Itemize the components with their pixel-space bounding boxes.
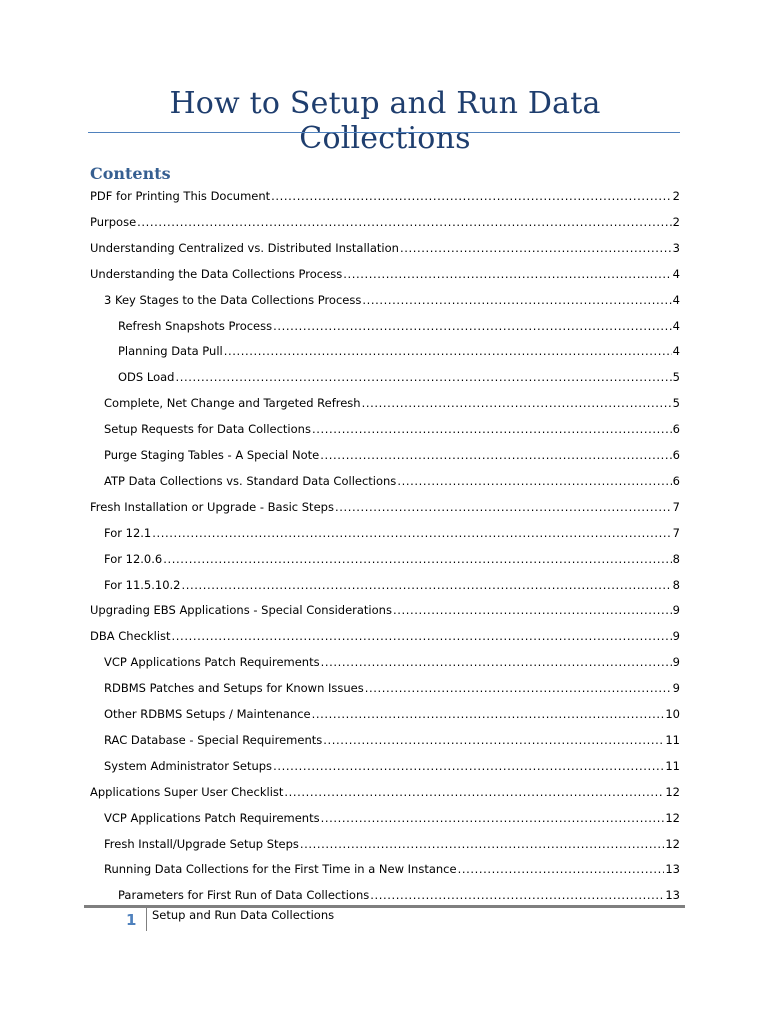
toc-dot-leader [172,628,672,644]
toc-entry[interactable] [104,654,680,670]
toc-entry-page-number: 2 [672,189,680,203]
toc-entry-page-number: 9 [672,629,680,643]
toc-entry-page-number: 4 [672,344,680,358]
toc-entry-label: Refresh Snapshots Process [118,319,273,333]
toc-dot-leader [312,706,665,722]
toc-dot-leader [370,887,664,903]
toc-entry-label: Other RDBMS Setups / Maintenance [104,707,311,721]
toc-entry[interactable] [90,628,680,644]
toc-dot-leader [163,551,671,567]
toc-dot-leader [273,758,664,774]
toc-entry-label: VCP Applications Patch Requirements [104,655,320,669]
toc-dot-leader [182,577,672,593]
toc-entry-label: 3 Key Stages to the Data Collections Process [104,293,362,307]
toc-entry-label: System Administrator Setups [104,759,273,773]
toc-entry[interactable] [104,525,680,541]
toc-entry-label: Complete, Net Change and Targeted Refresh [104,396,361,410]
toc-dot-leader [362,395,672,411]
toc-entry-label: Parameters for First Run of Data Collections [118,888,370,902]
document-title: How to Setup and Run Data Collections [169,86,601,156]
toc-entry-page-number: 8 [672,578,680,592]
toc-entry[interactable] [104,861,680,877]
footer-page-number: 1 [126,911,137,929]
toc-entry[interactable] [104,810,680,826]
toc-entry[interactable] [104,680,680,696]
toc-entry-page-number: 6 [672,448,680,462]
toc-entry-page-number: 9 [672,603,680,617]
toc-entry[interactable] [104,395,680,411]
toc-entry-page-number: 9 [672,681,680,695]
toc-dot-leader [458,861,665,877]
toc-entry-page-number: 12 [665,785,680,799]
toc-entry-page-number: 3 [672,241,680,255]
toc-dot-leader [362,292,671,308]
toc-entry[interactable] [90,240,680,256]
toc-entry[interactable] [104,421,680,437]
toc-entry-label: DBA Checklist [90,629,171,643]
toc-entry[interactable] [104,836,680,852]
toc-dot-leader [321,810,665,826]
toc-dot-leader [343,266,671,282]
toc-entry-label: ODS Load [118,370,175,384]
toc-entry-label: Purpose [90,215,137,229]
toc-entry-page-number: 11 [665,733,680,747]
toc-dot-leader [300,836,664,852]
toc-entry-page-number: 11 [665,759,680,773]
toc-entry-page-number: 7 [672,526,680,540]
toc-entry-label: For 12.1 [104,526,152,540]
toc-entry[interactable] [104,706,680,722]
toc-entry-label: Fresh Install/Upgrade Setup Steps [104,837,299,851]
toc-dot-leader [271,188,672,204]
toc-dot-leader [393,602,672,618]
toc-entry[interactable] [118,318,680,334]
toc-dot-leader [284,784,664,800]
contents-heading: Contents [90,164,171,183]
toc-entry-label: Running Data Collections for the First Time in a New Instance [104,862,457,876]
toc-entry[interactable] [90,499,680,515]
toc-entry-label: Planning Data Pull [118,344,223,358]
toc-entry-label: RDBMS Patches and Setups for Known Issues [104,681,364,695]
toc-entry-page-number: 10 [665,707,680,721]
toc-entry-page-number: 5 [672,370,680,384]
title-underline [88,132,680,133]
toc-entry-label: RAC Database - Special Requirements [104,733,323,747]
toc-entry-label: For 12.0.6 [104,552,163,566]
toc-entry[interactable] [118,343,680,359]
toc-entry-label: Understanding the Data Collections Process [90,267,343,281]
toc-dot-leader [335,499,672,515]
toc-entry-label: ATP Data Collections vs. Standard Data Collections [104,474,397,488]
toc-entry-page-number: 6 [672,474,680,488]
toc-entry-label: Setup Requests for Data Collections [104,422,311,436]
toc-entry[interactable] [90,214,680,230]
toc-entry[interactable] [118,369,680,385]
toc-entry-page-number: 7 [672,500,680,514]
toc-entry[interactable] [104,577,680,593]
toc-entry-label: For 11.5.10.2 [104,578,181,592]
toc-entry[interactable] [90,602,680,618]
toc-entry[interactable] [90,266,680,282]
toc-entry-page-number: 4 [672,319,680,333]
toc-entry-page-number: 13 [665,862,680,876]
toc-entry-page-number: 9 [672,655,680,669]
toc-entry-label: PDF for Printing This Document [90,189,271,203]
toc-entry-page-number: 13 [665,888,680,902]
toc-dot-leader [224,343,672,359]
footer-document-title: Setup and Run Data Collections [152,908,335,922]
toc-entry[interactable] [90,784,680,800]
toc-dot-leader [312,421,672,437]
toc-entry-page-number: 8 [672,552,680,566]
toc-entry[interactable] [118,887,680,903]
toc-entry[interactable] [104,292,680,308]
toc-dot-leader [400,240,672,256]
toc-dot-leader [175,369,671,385]
toc-entry-label: Fresh Installation or Upgrade - Basic Steps [90,500,334,514]
toc-entry-page-number: 6 [672,422,680,436]
toc-dot-leader [137,214,672,230]
toc-entry[interactable] [90,188,680,204]
toc-entry[interactable] [104,473,680,489]
toc-entry-page-number: 12 [665,837,680,851]
toc-dot-leader [397,473,671,489]
toc-entry-label: VCP Applications Patch Requirements [104,811,320,825]
toc-entry-page-number: 4 [672,293,680,307]
toc-dot-leader [323,732,664,748]
toc-entry-page-number: 4 [672,267,680,281]
toc-entry-page-number: 2 [672,215,680,229]
toc-dot-leader [273,318,672,334]
toc-dot-leader [152,525,671,541]
toc-entry-label: Purge Staging Tables - A Special Note [104,448,320,462]
toc-entry[interactable] [104,447,680,463]
toc-entry-label: Applications Super User Checklist [90,785,284,799]
toc-dot-leader [321,654,672,670]
toc-dot-leader [320,447,671,463]
toc-entry-label: Upgrading EBS Applications - Special Considerations [90,603,392,617]
toc-entry-label: Understanding Centralized vs. Distributed Installation [90,241,399,255]
toc-entry-page-number: 12 [665,811,680,825]
toc-entry-page-number: 5 [672,396,680,410]
toc-entry[interactable] [104,732,680,748]
toc-dot-leader [365,680,672,696]
toc-entry[interactable] [104,758,680,774]
toc-entry[interactable] [104,551,680,567]
footer-divider [146,908,147,931]
